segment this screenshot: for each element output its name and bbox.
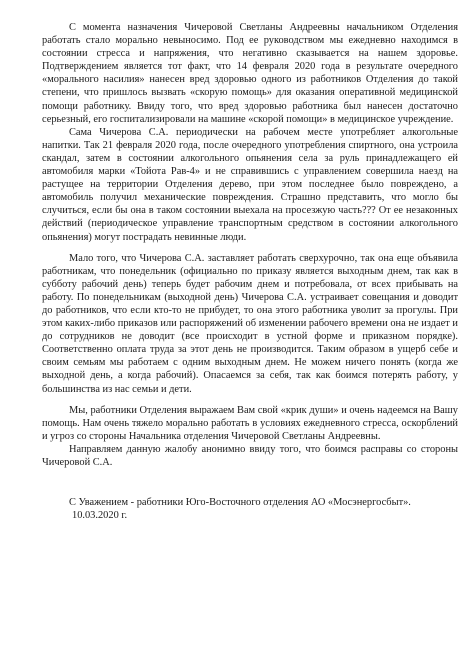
paragraph-appointment: С момента назначения Чичеровой Светланы Андреевны начальником Отделения работать стало морально невыносимо. Под ее руководством мы ежедневно находимся в состоянии стресса и напряжения, что негативно сказывается на нашем здоровье. Подтверждением является тот факт, что 14 февраля 2020 года в результате очередного «морального насилия» нанесен вред здоровью одного из работников Отделения до такой степени, что пришлось вызвать «скорую помощь» для оказания оперативной медицинской помощи работнику. Ввиду того, что вред здоровью работника был нанесен достаточно серьезный, его госпитализировали на машине «скорой помощи» в медицинское учреждение. — [42, 22, 458, 125]
document-date: 10.03.2020 г. — [72, 510, 128, 522]
paragraph-overtime: Мало того, что Чичерова С.А. заставляет работать сверхурочно, так она еще объявила работникам, что понедельник (официально по приказу является выходным днем, так как в субботу рабочий день) теперь будет рабочим днем и потребовала, от всех прибывать на работу. По понедельникам (выходной день) Чичерова С.А. устраивает совещания и доводит до работников, что если кто-то не прибудет, то она этого работника уволит за прогулы. При этом каких-либо приказов или распоряжений об изменении рабочего времени она не издает и до сотрудников не доводит (все происходит в устной форме и приказном порядке). Соответственно оплата труда за этот день не производится. Таким образом в ущерб себе и своим семьям мы работаем с одним выходным днем. Не можем ничего понять (когда же выходной день, а когда рабочий). Опасаемся за себя, так как боимся потерять работу, у большинства из нас семьи и дети. — [42, 252, 458, 395]
paragraph-plea: Мы, работники Отделения выражаем Вам свой «крик души» и очень надеемся на Вашу помощь. Нам очень тяжело морально работать в условиях ежедневного стресса, оскорблений и угроз со стороны Начальника отделения Чичеровой Светланы Андреевны. — [42, 404, 458, 442]
paragraph-anonymous: Направляем данную жалобу анонимно ввиду того, что боимся расправы со стороны Чичеровой С.А. — [42, 443, 458, 468]
closing-signature: С Уважением - работники Юго-Восточного отделения АО «Мосэнергосбыт». — [69, 497, 411, 509]
paragraph-alcohol-incident: Сама Чичерова С.А. периодически на рабочем месте употребляет алкогольные напитки. Так 21 февраля 2020 года, после очередного употребления спиртного, она устроила скандал, затем в состоянии алкогольного опьянения села за руль принадлежащего ей автомобиля марки «Тойота Рав-4» и не справившись с управлением совершила наезд на растущее на территории Отделения дерево, при этом последнее было повреждено, а автомобиль получил механические повреждения. Страшно представить, что могло бы случиться, если бы она в таком состоянии выехала на просезжую часть??? От ее незаконных действий (периодическое управление транспортным средством в состоянии алкогольного опьянения) могут пострадать невинные люди. — [42, 126, 458, 243]
